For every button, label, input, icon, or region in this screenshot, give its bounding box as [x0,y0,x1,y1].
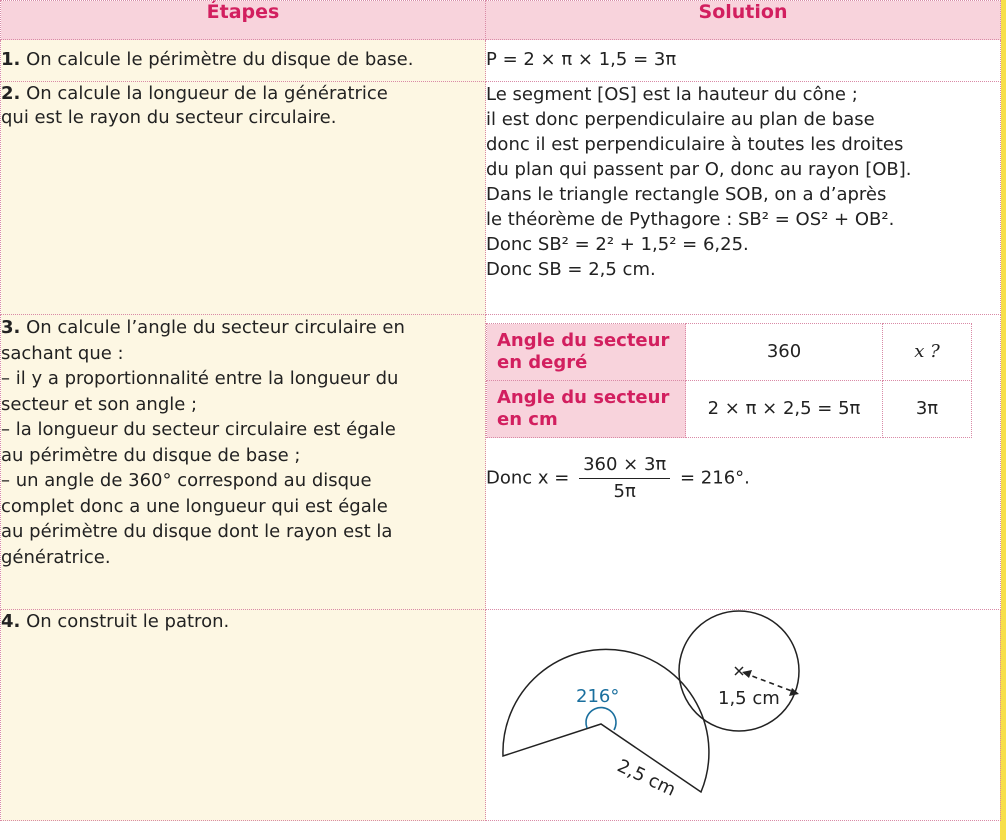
header-row [1,1,1001,40]
step-description: On construit le patron. [26,611,230,632]
step-2-text [1,82,486,315]
fraction-numerator: 360 × 3π [579,452,670,479]
step-1-row [1,40,1001,82]
sector-length-cell: 3π [883,381,972,438]
degree-row-label: Angle du secteur en degré [487,324,686,381]
step-3-text [1,315,486,610]
radius-label: 1,5 cm [718,688,780,709]
step-2-row [1,82,1001,315]
solution-line: donc il est perpendiculaire à toutes les droites [486,134,904,155]
step-4-solution [486,610,1001,821]
fraction-denominator: 5π [613,481,636,502]
solution-line: du plan qui passent par O, donc au rayon [OB]. [486,159,912,180]
step-line: au périmètre du disque de base ; [1,444,301,466]
cone-net-figure [486,610,1000,820]
fraction [579,452,670,505]
step-1-text [1,40,486,82]
step-number: 2. [1,83,21,104]
solution-line: Dans le triangle rectangle SOB, on a d’après [486,184,887,205]
solution-line: il est donc perpendiculaire au plan de base [486,109,875,130]
step-line: sachant que : [1,342,124,364]
step-1-solution [486,40,1001,82]
header-solution: Solution [486,1,1001,40]
step-3-row [1,315,1001,610]
proportionality-table [486,323,972,438]
generatrice-label: 2,5 cm [613,755,679,801]
step-number: 3. [1,317,21,338]
solution-line: Donc SB = 2,5 cm. [486,259,656,280]
step-line: au périmètre du disque dont le rayon est la [1,521,393,542]
step-line: complet donc a une longueur qui est égale [1,495,388,517]
conclusion-suffix: = 216°. [680,467,750,489]
step-line: secteur et son angle ; [1,393,198,415]
step-line: – un angle de 360° correspond au disque [1,470,372,491]
step-line: qui est le rayon du secteur circulaire. [1,107,337,128]
radius-arrowtail-icon [742,670,752,678]
step-description: On calcule le périmètre du disque de base. [26,49,414,70]
step-line: On calcule la longueur de la génératrice [26,83,388,104]
step-4-text [1,610,486,821]
unknown-x-cell: x ? [883,324,972,381]
perimeter-formula: P = 2 × π × 1,5 = 3π [486,49,677,70]
header-etapes: Étapes [1,1,486,40]
step-line: On calcule l’angle du secteur circulaire en [26,317,405,338]
step-2-solution [486,82,1001,315]
step-line: – la longueur du secteur circulaire est égale [1,419,396,440]
full-circle-length-cell: 2 × π × 2,5 = 5π [686,381,883,438]
conclusion-prefix: Donc x = [486,467,570,489]
angle-conclusion [486,452,1000,505]
step-line: génératrice. [1,546,111,568]
degree-360-cell: 360 [686,324,883,381]
step-line: – il y a proportionnalité entre la longueur du [1,368,399,389]
center-cross-icon [735,667,743,675]
solution-line: le théorème de Pythagore : SB² = OS² + OB². [486,209,895,230]
solution-line: Le segment [OS] est la hauteur du cône ; [486,84,858,105]
step-number: 4. [1,611,21,632]
angle-arc-icon [586,708,616,730]
circular-sector [503,649,709,792]
step-3-solution [486,315,1001,610]
degree-row [487,324,972,381]
solution-line: Donc SB² = 2² + 1,5² = 6,25. [486,234,749,255]
angle-label: 216° [576,686,620,707]
step-number: 1. [1,49,21,70]
cm-row [487,381,972,438]
radius-arrowhead-icon [789,688,799,696]
step-4-row [1,610,1001,821]
cm-row-label: Angle du secteur en cm [487,381,686,438]
